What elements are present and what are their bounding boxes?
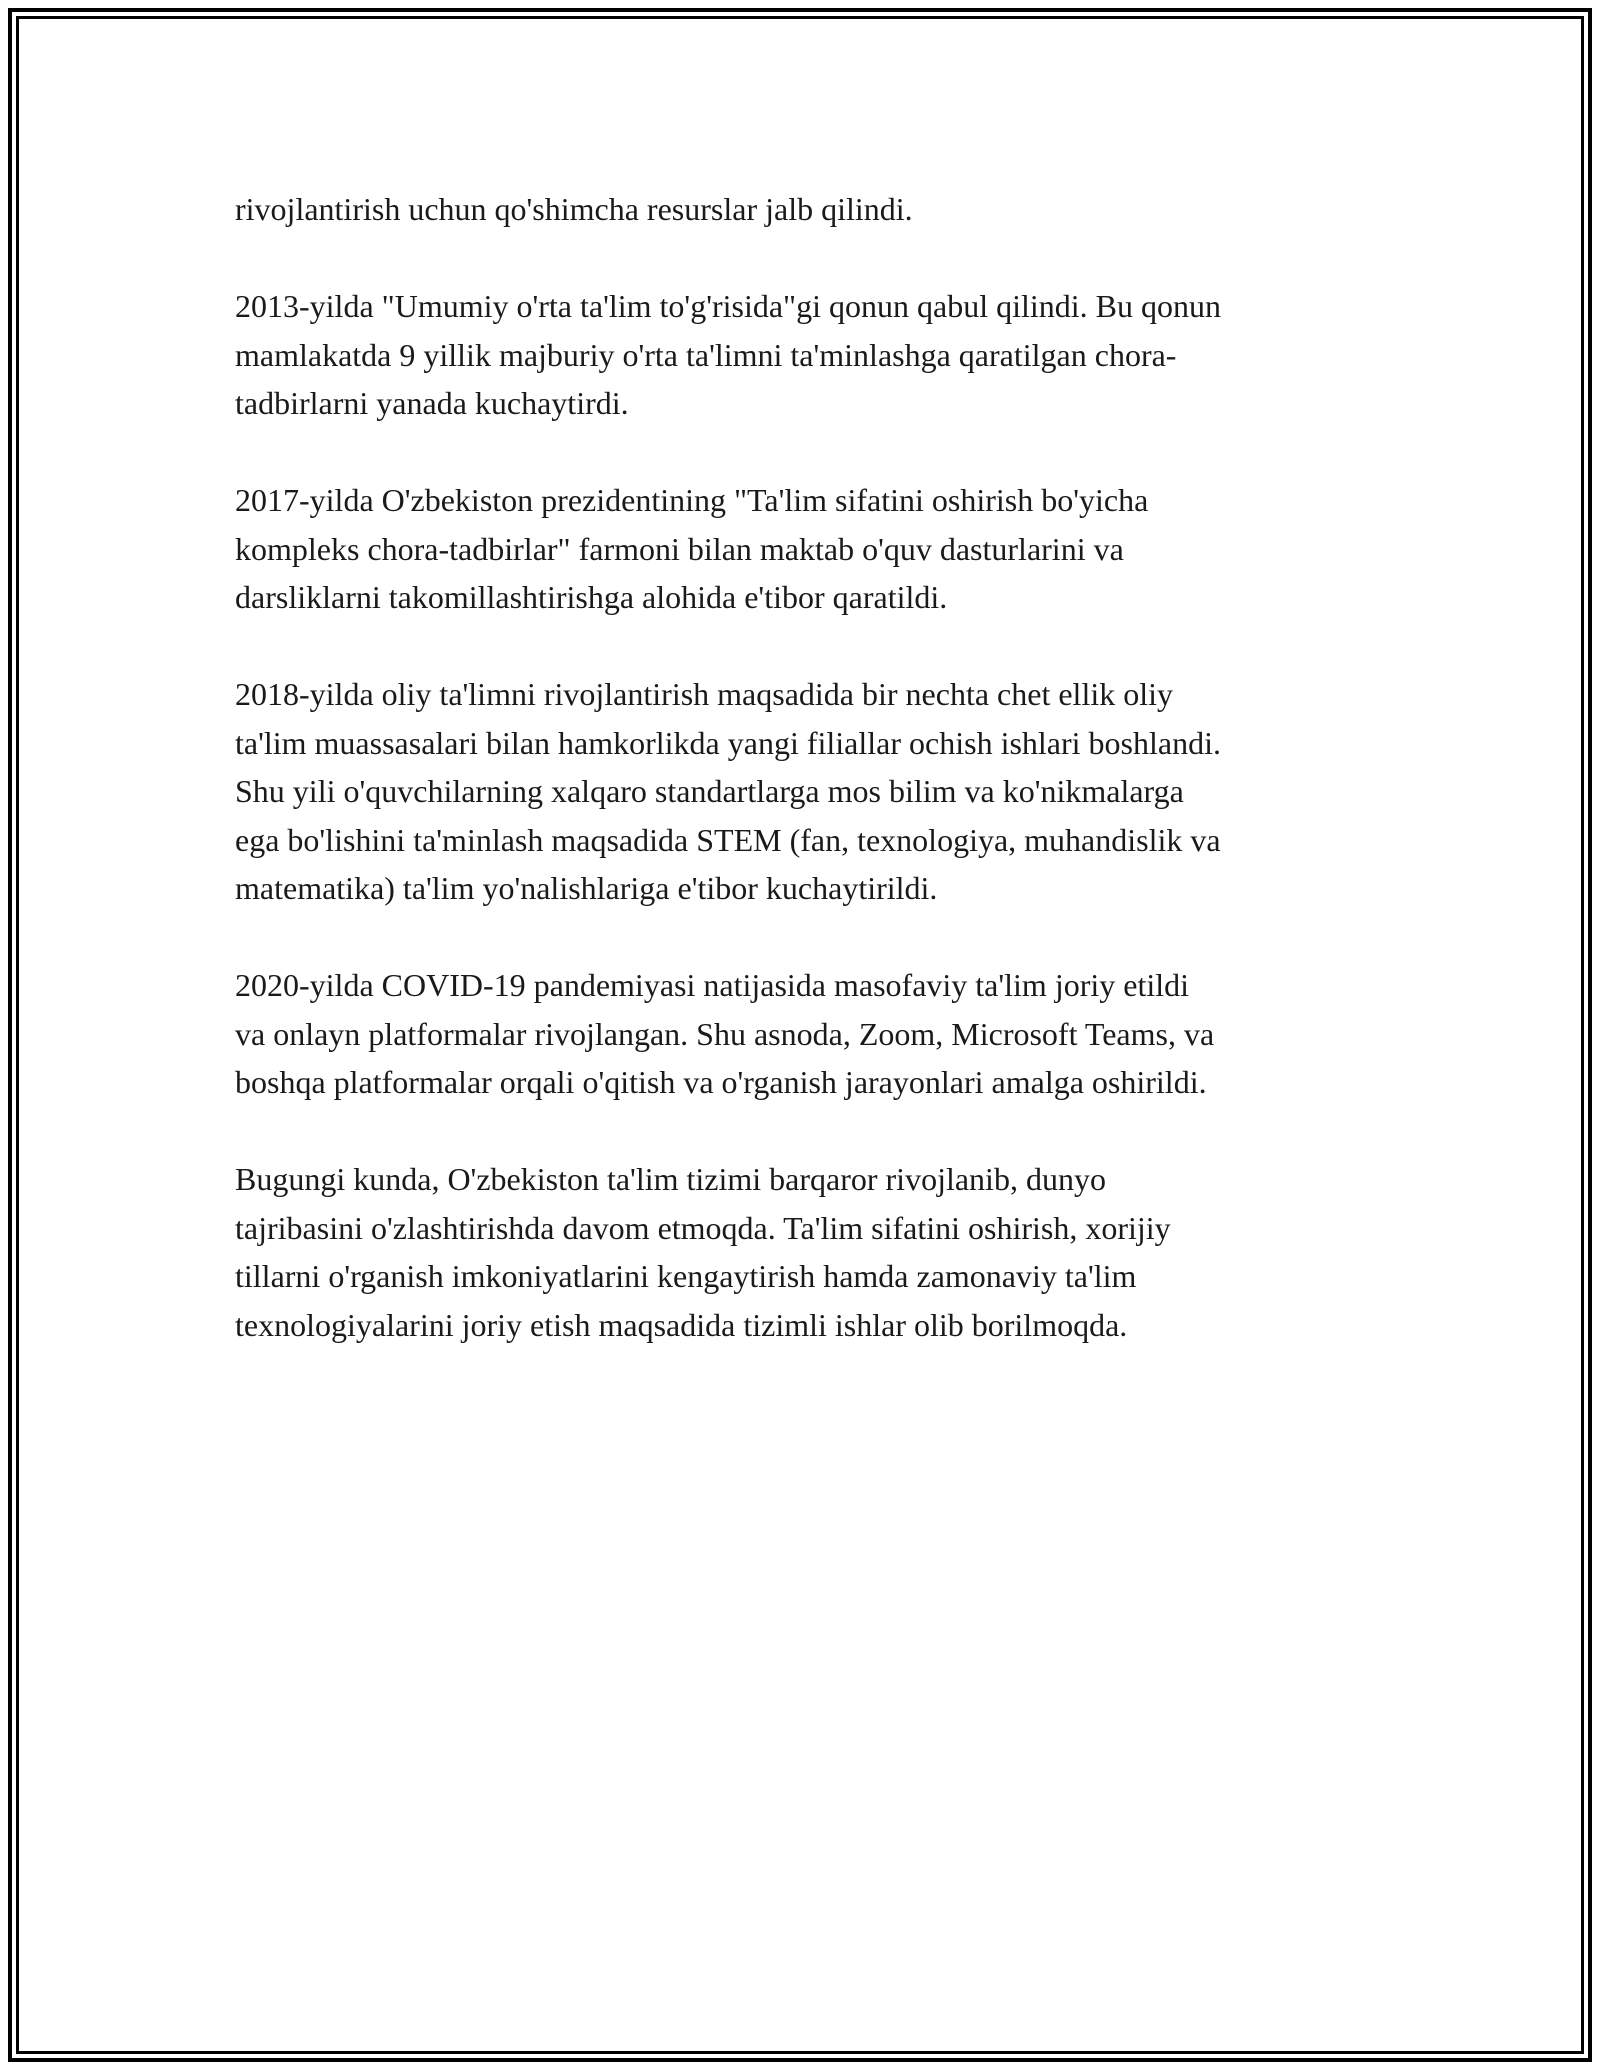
paragraph-2017: 2017-yilda O'zbekiston prezidentining "Ta'lim sifatini oshirish bo'yicha kompleks chora-tadbirlar" farmoni bilan maktab o'quv dasturlarini va darsliklarni takomillashtirishga alohida e'tibor qaratildi. — [235, 482, 1149, 615]
paragraph-2018: 2018-yilda oliy ta'limni rivojlantirish maqsadida bir nechta chet ellik oliy ta'lim muassasalari bilan hamkorlikda yangi filiallar ochish ishlari boshlandi. Shu yili o'quvchilarning xalqaro standartlarga mos bilim va ko'nikmalarga ega bo'lishini ta'minlash maqsadida STEM (fan, texnologiya, muhandislik va matematika) ta'lim yo'nalishlariga e'tibor kuchaytirildi. — [235, 676, 1221, 906]
paragraph-continuation: rivojlantirish uchun qo'shimcha resurslar jalb qilindi. — [235, 191, 913, 227]
paragraph-today: Bugungi kunda, O'zbekiston ta'lim tizimi barqaror rivojlanib, dunyo tajribasini o'zlashtirishda davom etmoqda. Ta'lim sifatini oshirish, xorijiy tillarni o'rganish imkoniyatlarini kengaytirish hamda zamonaviy ta'lim texnologiyalarini joriy etish maqsadida tizimli ishlar olib borilmoqda. — [235, 1161, 1171, 1343]
paragraph-2020: 2020-yilda COVID-19 pandemiyasi natijasida masofaviy ta'lim joriy etildi va onlayn platformalar rivojlangan. Shu asnoda, Zoom, Microsoft Teams, va boshqa platformalar orqali o'qitish va o'rganish jarayonlari amalga oshirildi. — [235, 967, 1215, 1100]
paragraph-2013: 2013-yilda "Umumiy o'rta ta'lim to'g'risida"gi qonun qabul qilindi. Bu qonun mamlakatda 9 yillik majburiy o'rta ta'limni ta'minlashga qaratilgan chora- tadbirlarni yanada kuchaytirdi. — [235, 288, 1221, 421]
document-body — [235, 185, 1390, 1398]
